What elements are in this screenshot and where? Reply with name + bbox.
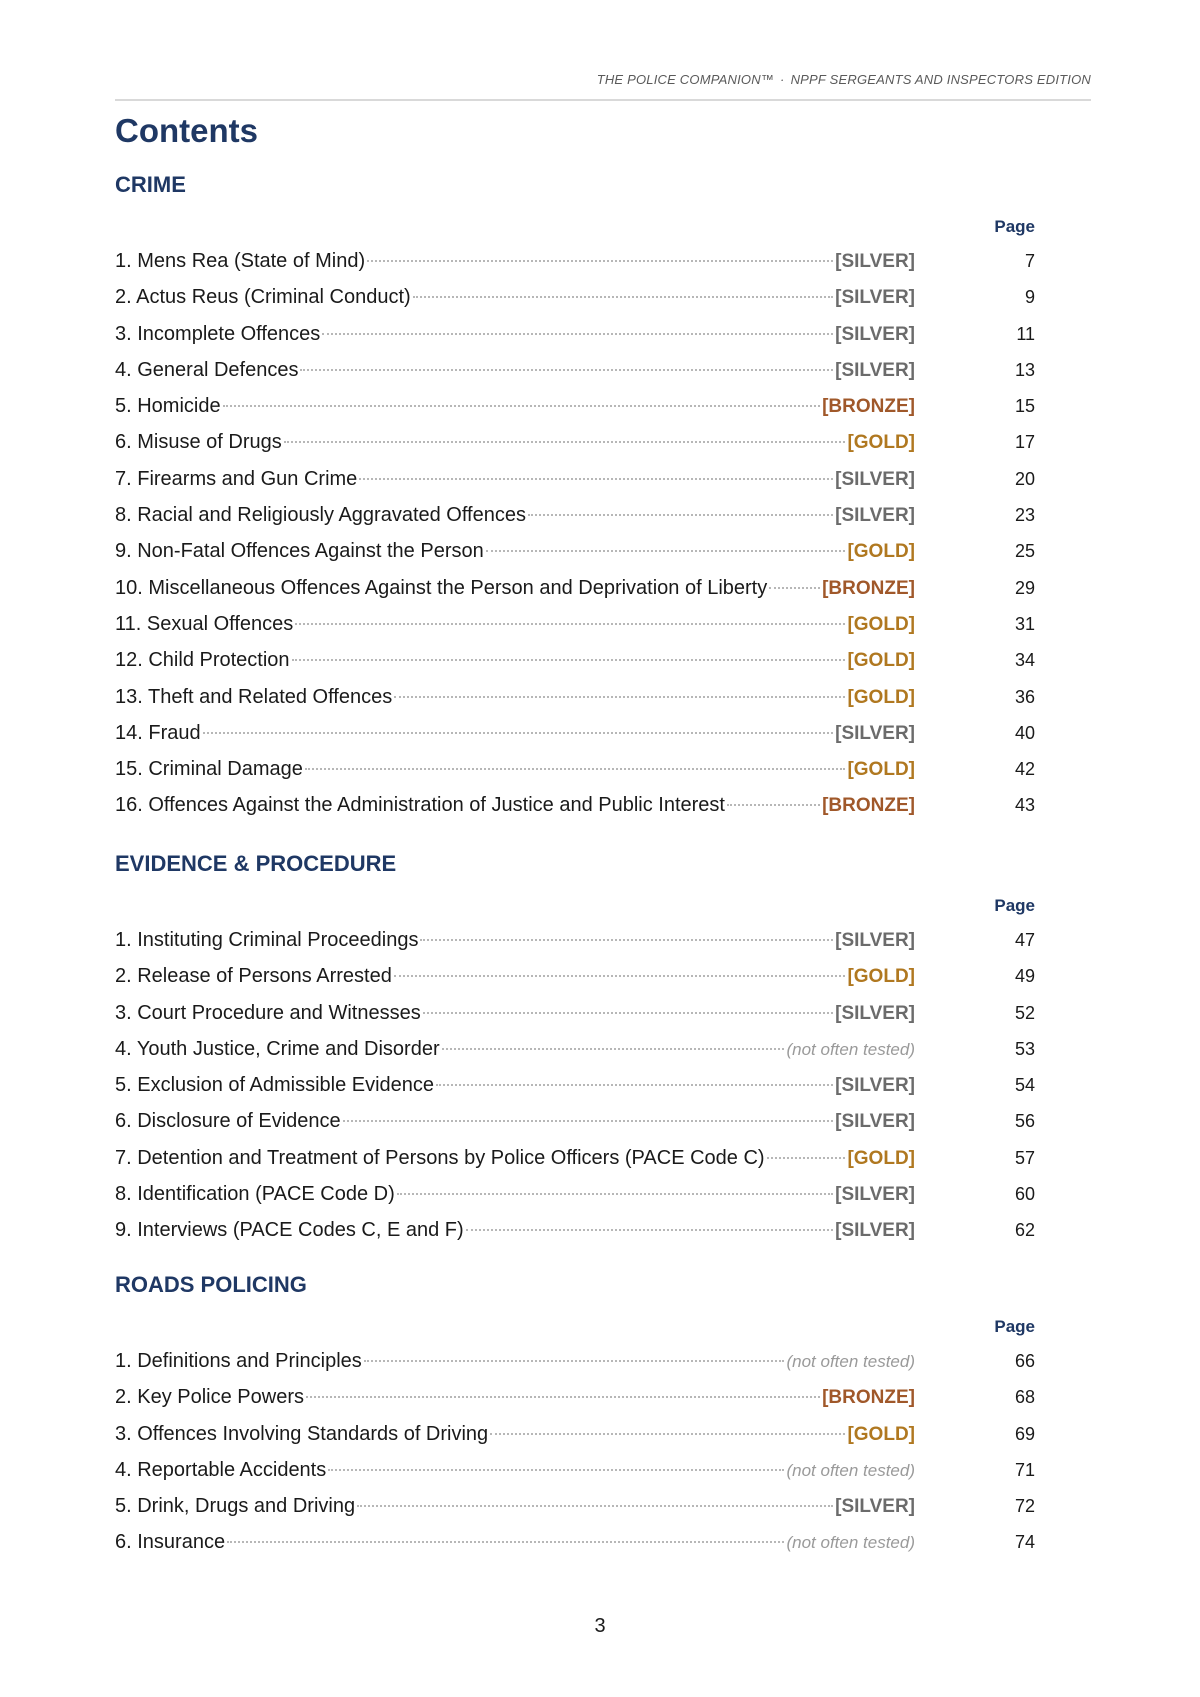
toc-entry-page: 62 xyxy=(1014,1220,1035,1241)
toc-entry-page: 31 xyxy=(1014,613,1035,634)
dot-leader xyxy=(394,692,845,698)
toc-entry-page: 17 xyxy=(1014,432,1035,453)
priority-tag: [GOLD] xyxy=(847,613,915,635)
toc-entry[interactable] xyxy=(115,1176,1035,1212)
priority-tag: [SILVER] xyxy=(835,1111,915,1133)
toc-entry-page: 52 xyxy=(1014,1002,1035,1023)
toc-entry-title: 15. Criminal Damage xyxy=(115,758,303,781)
toc-entry-main xyxy=(115,352,915,389)
dot-leader xyxy=(328,1465,784,1471)
priority-tag: [SILVER] xyxy=(835,359,915,381)
toc-entry[interactable] xyxy=(115,388,1035,424)
toc-entry-page: 71 xyxy=(1014,1459,1035,1480)
toc-entry[interactable] xyxy=(115,958,1035,994)
page-column-label xyxy=(115,896,1035,922)
section-crime xyxy=(115,170,1035,824)
toc-entry-main xyxy=(115,1103,915,1140)
dot-leader xyxy=(397,1189,833,1195)
dot-leader xyxy=(420,935,833,941)
toc-entry-title: 6. Misuse of Drugs xyxy=(115,431,282,454)
toc-entry-title: 1. Definitions and Principles xyxy=(115,1350,362,1372)
toc-entry-title: 9. Interviews (PACE Codes C, E and F) xyxy=(115,1219,464,1242)
header-rule xyxy=(115,99,1091,101)
priority-tag: [SILVER] xyxy=(835,1184,915,1206)
toc-entry[interactable] xyxy=(115,715,1035,751)
toc-entry-title: 2. Actus Reus (Criminal Conduct) xyxy=(115,286,411,309)
toc-entry-page: 60 xyxy=(1014,1184,1035,1205)
toc-entry-page: 43 xyxy=(1014,795,1035,816)
toc-entry-page: 54 xyxy=(1014,1075,1035,1096)
toc-entry[interactable] xyxy=(115,497,1035,533)
toc-entry-main xyxy=(115,1379,915,1416)
priority-tag: [SILVER] xyxy=(835,722,915,744)
toc-entry[interactable] xyxy=(115,1379,1035,1415)
dot-leader xyxy=(284,437,846,443)
toc-entry-page: 42 xyxy=(1014,759,1035,780)
toc-entry-title: 8. Identification (PACE Code D) xyxy=(115,1183,395,1206)
toc-entry-title: 11. Sexual Offences xyxy=(115,612,294,635)
toc-entry[interactable] xyxy=(115,352,1035,388)
toc-entry-main xyxy=(115,606,915,643)
running-header-edition: NPPF SERGEANTS AND INSPECTORS EDITION xyxy=(790,72,1091,87)
dot-leader xyxy=(343,1116,833,1122)
priority-tag: [SILVER] xyxy=(835,1075,915,1097)
section-heading: ROADS POLICING xyxy=(115,1272,307,1297)
toc-entry-main xyxy=(115,1140,915,1177)
toc-entry-title: 4. Youth Justice, Crime and Disorder xyxy=(115,1037,440,1060)
toc-entry-page: 29 xyxy=(1014,577,1035,598)
priority-tag: [SILVER] xyxy=(835,1220,915,1242)
toc-entry-title: 12. Child Protection xyxy=(115,649,290,672)
page-column-label-text: Page xyxy=(994,217,1035,236)
toc-entry-page: 13 xyxy=(1014,359,1035,380)
toc-entry-main xyxy=(115,1488,915,1525)
priority-tag: [SILVER] xyxy=(835,251,915,272)
dot-leader xyxy=(359,474,833,480)
toc-entry-page: 25 xyxy=(1014,541,1035,562)
toc-entry-main xyxy=(115,570,915,607)
dot-leader xyxy=(727,800,820,806)
toc-entry-page: 34 xyxy=(1014,650,1035,671)
toc-entry-page: 36 xyxy=(1014,686,1035,707)
toc-entry-title: 5. Exclusion of Admissible Evidence xyxy=(115,1074,435,1097)
toc-entry-title: 4. General Defences xyxy=(115,358,299,381)
toc-entry-main xyxy=(115,1524,915,1561)
toc-entry-page: 49 xyxy=(1014,966,1035,987)
dot-leader xyxy=(357,1501,833,1507)
toc-entry-main xyxy=(115,715,915,752)
toc-entry-page: 74 xyxy=(1014,1532,1035,1553)
priority-tag: [SILVER] xyxy=(835,468,915,490)
toc-entry-title: 3. Incomplete Offences xyxy=(115,322,321,345)
priority-tag: [GOLD] xyxy=(847,432,915,454)
priority-tag: (not often tested) xyxy=(786,1039,915,1059)
toc-entry[interactable] xyxy=(115,1343,1035,1379)
toc-entry-title: 1. Mens Rea (State of Mind) xyxy=(115,250,366,272)
toc-entry-title: 16. Offences Against the Administration of Justice and Public Interest xyxy=(115,794,725,817)
toc-list xyxy=(115,922,1035,1249)
toc-list xyxy=(115,243,1035,824)
running-header xyxy=(115,72,1091,87)
toc-entry-page: 40 xyxy=(1014,722,1035,743)
toc-entry-page: 68 xyxy=(1014,1387,1035,1408)
toc-entry-page: 57 xyxy=(1014,1147,1035,1168)
toc-entry-main xyxy=(115,533,915,570)
toc-entry-page: 15 xyxy=(1014,396,1035,417)
toc-entry[interactable] xyxy=(115,642,1035,678)
section-roads-policing xyxy=(115,1270,1035,1561)
toc-entry-main xyxy=(115,243,915,280)
toc-entry-main xyxy=(115,1416,915,1453)
priority-tag: [SILVER] xyxy=(835,323,915,345)
dot-leader xyxy=(322,329,833,335)
priority-tag: [SILVER] xyxy=(835,930,915,951)
dot-leader xyxy=(466,1225,833,1231)
toc-entry-title: 3. Offences Involving Standards of Driving xyxy=(115,1422,489,1445)
toc-entry[interactable] xyxy=(115,1452,1035,1488)
toc-entry-page: 47 xyxy=(1014,930,1035,950)
priority-tag: [SILVER] xyxy=(835,287,915,309)
toc-entry[interactable] xyxy=(115,316,1035,352)
dot-leader xyxy=(367,256,833,262)
toc-entry-main xyxy=(115,316,915,353)
toc-entry-page: 72 xyxy=(1014,1496,1035,1517)
priority-tag: [SILVER] xyxy=(835,1496,915,1518)
dot-leader xyxy=(767,1153,846,1159)
toc-entry[interactable] xyxy=(115,1067,1035,1103)
dot-leader xyxy=(223,401,821,407)
toc-entry[interactable] xyxy=(115,1212,1035,1248)
toc-entry-title: 4. Reportable Accidents xyxy=(115,1458,327,1481)
priority-tag: [GOLD] xyxy=(847,966,915,988)
toc-entry-title: 1. Instituting Criminal Proceedings xyxy=(115,929,419,951)
priority-tag: [GOLD] xyxy=(847,1423,915,1445)
toc-entry[interactable] xyxy=(115,243,1035,279)
toc-entry-page: 53 xyxy=(1014,1038,1035,1059)
dot-leader xyxy=(300,365,833,371)
section-evidence-procedure xyxy=(115,849,1035,1249)
toc-entry-main xyxy=(115,497,915,534)
priority-tag: [SILVER] xyxy=(835,505,915,527)
dot-leader xyxy=(413,292,833,298)
dot-leader xyxy=(442,1044,785,1050)
toc-entry-main xyxy=(115,1176,915,1213)
running-header-separator: · xyxy=(780,72,785,87)
priority-tag: [GOLD] xyxy=(847,650,915,672)
dot-leader xyxy=(490,1429,845,1435)
toc-entry[interactable] xyxy=(115,995,1035,1031)
toc-entry-page: 56 xyxy=(1014,1111,1035,1132)
toc-entry-title: 14. Fraud xyxy=(115,721,201,744)
toc-list xyxy=(115,1343,1035,1561)
toc-entry-main xyxy=(115,1031,915,1068)
toc-entry-page: 23 xyxy=(1014,505,1035,526)
toc-entry-title: 7. Detention and Treatment of Persons by Police Officers (PACE Code C) xyxy=(115,1146,765,1169)
toc-entry-title: 2. Release of Persons Arrested xyxy=(115,965,392,988)
toc-entry-main xyxy=(115,679,915,716)
toc-entry[interactable] xyxy=(115,1140,1035,1176)
page-number: 3 xyxy=(594,1615,606,1637)
toc-entry-main xyxy=(115,1212,915,1249)
toc-entry-main xyxy=(115,279,915,316)
toc-entry-main xyxy=(115,922,915,959)
dot-leader xyxy=(203,728,834,734)
toc-entry-page: 9 xyxy=(1024,287,1035,308)
toc-entry-title: 8. Racial and Religiously Aggravated Offences xyxy=(115,504,526,527)
toc-entry[interactable] xyxy=(115,1103,1035,1139)
priority-tag: [BRONZE] xyxy=(822,577,915,599)
dot-leader xyxy=(394,971,846,977)
priority-tag: [GOLD] xyxy=(847,1147,915,1169)
page-title: Contents xyxy=(115,112,258,149)
page-column-label-text: Page xyxy=(994,1317,1035,1336)
toc-entry-main xyxy=(115,642,915,679)
section-heading: CRIME xyxy=(115,172,186,197)
toc-entry-title: 5. Homicide xyxy=(115,395,221,418)
priority-tag: (not often tested) xyxy=(786,1533,915,1553)
priority-tag: [BRONZE] xyxy=(822,396,915,418)
dot-leader xyxy=(769,583,820,589)
dot-leader xyxy=(528,510,833,516)
toc-entry-title: 2. Key Police Powers xyxy=(115,1386,304,1409)
toc-entry-main xyxy=(115,424,915,461)
priority-tag: [GOLD] xyxy=(847,541,915,563)
toc-entry-title: 9. Non-Fatal Offences Against the Person xyxy=(115,540,484,563)
toc-entry[interactable] xyxy=(115,606,1035,642)
toc-entry-main xyxy=(115,1343,915,1380)
toc-entry-main xyxy=(115,1452,915,1489)
toc-entry-title: 6. Disclosure of Evidence xyxy=(115,1110,341,1133)
toc-entry-title: 13. Theft and Related Offences xyxy=(115,685,393,708)
running-header-title: THE POLICE COMPANION™ xyxy=(596,72,775,87)
dot-leader xyxy=(292,655,846,661)
priority-tag: [GOLD] xyxy=(847,759,915,781)
toc-entry[interactable] xyxy=(115,279,1035,315)
toc-entry[interactable] xyxy=(115,751,1035,787)
toc-entry-main xyxy=(115,787,915,824)
priority-tag: [SILVER] xyxy=(835,1002,915,1024)
toc-entry-title: 7. Firearms and Gun Crime xyxy=(115,467,358,490)
toc-entry-main xyxy=(115,958,915,995)
page-column-label xyxy=(115,1317,1035,1343)
toc-entry-page: 69 xyxy=(1014,1423,1035,1444)
toc-entry[interactable] xyxy=(115,1524,1035,1560)
page-column-label-text: Page xyxy=(994,896,1035,915)
dot-leader xyxy=(486,546,846,552)
toc-entry-main xyxy=(115,1067,915,1104)
toc-entry[interactable] xyxy=(115,570,1035,606)
dot-leader xyxy=(295,619,845,625)
dot-leader xyxy=(227,1537,784,1543)
toc-entry-page: 66 xyxy=(1014,1351,1035,1371)
toc-entry-main xyxy=(115,751,915,788)
toc-entry[interactable] xyxy=(115,1488,1035,1524)
toc-entry[interactable] xyxy=(115,787,1035,823)
toc-entry-main xyxy=(115,388,915,425)
toc-entry[interactable] xyxy=(115,461,1035,497)
toc-entry-title: 3. Court Procedure and Witnesses xyxy=(115,1001,421,1024)
toc-entry-page: 11 xyxy=(1016,323,1035,344)
toc-entry[interactable] xyxy=(115,1416,1035,1452)
toc-entry-title: 5. Drink, Drugs and Driving xyxy=(115,1495,356,1518)
toc-entry-title: 6. Insurance xyxy=(115,1531,226,1554)
dot-leader xyxy=(305,764,846,770)
toc-entry[interactable] xyxy=(115,679,1035,715)
toc-entry-page: 7 xyxy=(1024,251,1035,271)
priority-tag: (not often tested) xyxy=(786,1352,915,1371)
priority-tag: [GOLD] xyxy=(847,686,915,708)
toc-entry[interactable] xyxy=(115,533,1035,569)
priority-tag: [BRONZE] xyxy=(822,1387,915,1409)
dot-leader xyxy=(436,1080,833,1086)
toc-entry-title: 10. Miscellaneous Offences Against the Person and Deprivation of Liberty xyxy=(115,576,768,599)
priority-tag: (not often tested) xyxy=(786,1460,915,1480)
section-heading: EVIDENCE & PROCEDURE xyxy=(115,851,397,876)
toc-entry[interactable] xyxy=(115,922,1035,958)
toc-entry[interactable] xyxy=(115,424,1035,460)
dot-leader xyxy=(423,1008,833,1014)
toc-entry-page: 20 xyxy=(1014,468,1035,489)
toc-entry[interactable] xyxy=(115,1031,1035,1067)
toc-entry-main xyxy=(115,461,915,498)
dot-leader xyxy=(364,1356,785,1362)
dot-leader xyxy=(306,1392,820,1398)
toc-entry-main xyxy=(115,995,915,1032)
page-column-label xyxy=(115,217,1035,243)
priority-tag: [BRONZE] xyxy=(822,795,915,817)
